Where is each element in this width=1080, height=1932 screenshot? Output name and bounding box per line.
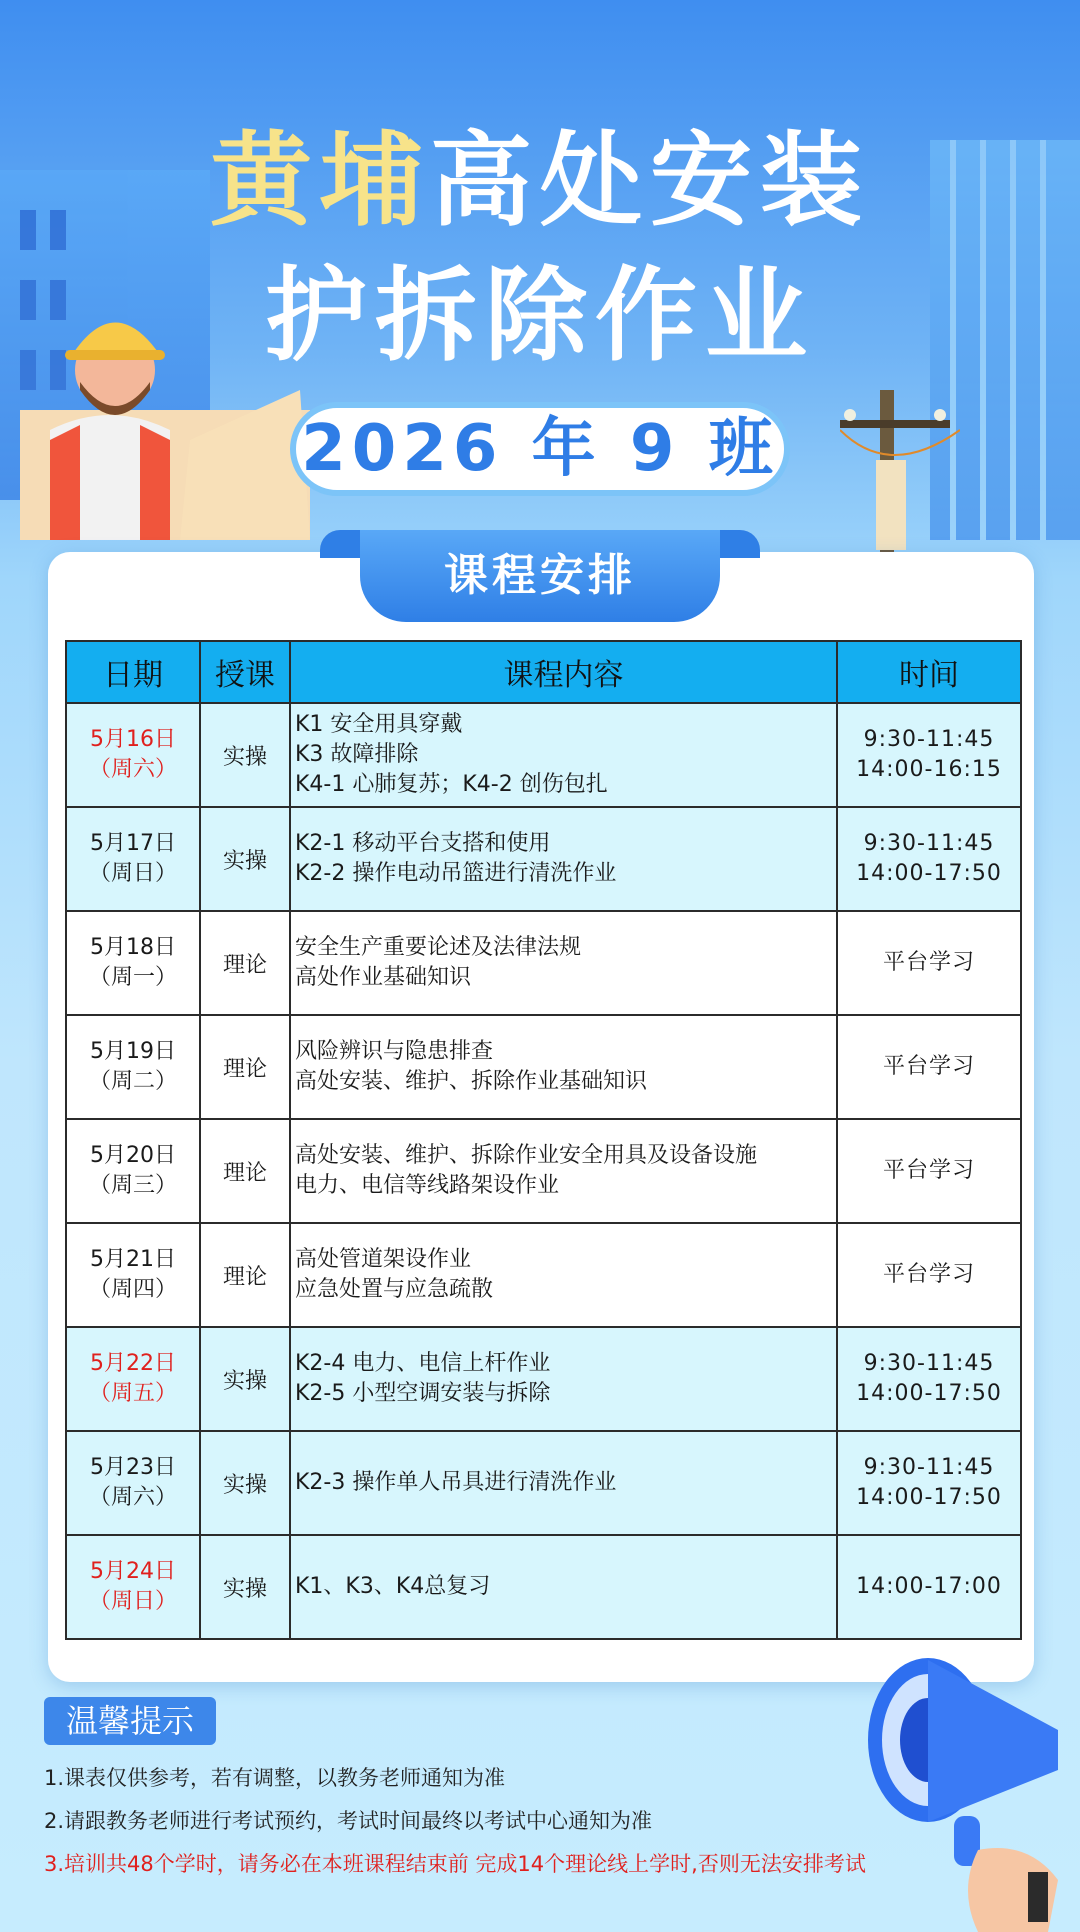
headline-gold-text: 黄埔 — [210, 122, 430, 241]
table-row — [66, 1015, 1021, 1119]
content-cell: 风险辨识与隐患排查 高处安装、维护、拆除作业基础知识 — [290, 1015, 837, 1119]
header-type: 授课 — [200, 641, 290, 703]
type-cell: 理论 — [200, 1015, 290, 1119]
utility-pole-illustration — [840, 390, 960, 560]
content-cell: 安全生产重要论述及法律法规 高处作业基础知识 — [290, 911, 837, 1015]
table-row — [66, 1327, 1021, 1431]
content-cell: 高处管道架设作业 应急处置与应急疏散 — [290, 1223, 837, 1327]
content-cell: K2-4 电力、电信上杆作业 K2-5 小型空调安装与拆除 — [290, 1327, 837, 1431]
header-time: 时间 — [837, 641, 1021, 703]
type-cell: 实操 — [200, 1431, 290, 1535]
schedule-tab-title: 课程安排 — [360, 530, 720, 622]
schedule-table — [65, 640, 1022, 1640]
time-cell: 平台学习 — [837, 1223, 1021, 1327]
content-cell: 高处安装、维护、拆除作业安全用具及设备设施 电力、电信等线路架设作业 — [290, 1119, 837, 1223]
type-cell: 实操 — [200, 703, 290, 807]
headline-line-1 — [0, 100, 1080, 246]
date-cell: 5月20日 （周三） — [66, 1119, 200, 1223]
table-row — [66, 911, 1021, 1015]
tip-item: 1.课表仅供参考，若有调整，以教务老师通知为准 — [44, 1766, 506, 1790]
date-cell: 5月18日 （周一） — [66, 911, 200, 1015]
type-cell: 实操 — [200, 1535, 290, 1639]
type-cell: 理论 — [200, 1119, 290, 1223]
time-cell: 9:30-11:45 14:00-17:50 — [837, 1431, 1021, 1535]
table-row — [66, 1535, 1021, 1639]
table-row — [66, 807, 1021, 911]
date-cell: 5月17日 （周日） — [66, 807, 200, 911]
tab-ear-right — [720, 530, 760, 558]
type-cell: 理论 — [200, 1223, 290, 1327]
headline-white-text: 高处安装 — [430, 122, 870, 241]
header-content: 课程内容 — [290, 641, 837, 703]
date-cell: 5月16日 （周六） — [66, 703, 200, 807]
date-cell: 5月22日 （周五） — [66, 1327, 200, 1431]
type-cell: 实操 — [200, 807, 290, 911]
tip-item: 2.请跟教务老师进行考试预约，考试时间最终以考试中心通知为准 — [44, 1809, 653, 1833]
date-cell: 5月24日 （周日） — [66, 1535, 200, 1639]
date-cell: 5月21日 （周四） — [66, 1223, 200, 1327]
type-cell: 实操 — [200, 1327, 290, 1431]
content-cell: K1、K3、K4总复习 — [290, 1535, 837, 1639]
table-row — [66, 1119, 1021, 1223]
date-cell: 5月19日 （周二） — [66, 1015, 200, 1119]
date-cell: 5月23日 （周六） — [66, 1431, 200, 1535]
content-cell: K2-3 操作单人吊具进行清洗作业 — [290, 1431, 837, 1535]
table-row — [66, 1431, 1021, 1535]
table-row — [66, 703, 1021, 807]
time-cell: 平台学习 — [837, 911, 1021, 1015]
time-cell: 9:30-11:45 14:00-17:50 — [837, 807, 1021, 911]
table-row — [66, 1223, 1021, 1327]
time-cell: 平台学习 — [837, 1015, 1021, 1119]
content-cell: K1 安全用具穿戴 K3 故障排除 K4-1 心肺复苏；K4-2 创伤包扎 — [290, 703, 837, 807]
header-date: 日期 — [66, 641, 200, 703]
tips-label: 温馨提示 — [44, 1697, 216, 1745]
class-badge: 2026 年 9 班 — [290, 402, 790, 496]
time-cell: 9:30-11:45 14:00-16:15 — [837, 703, 1021, 807]
tab-ear-left — [320, 530, 360, 558]
type-cell: 理论 — [200, 911, 290, 1015]
content-cell: K2-1 移动平台支搭和使用 K2-2 操作电动吊篮进行清洗作业 — [290, 807, 837, 911]
time-cell: 14:00-17:00 — [837, 1535, 1021, 1639]
time-cell: 9:30-11:45 14:00-17:50 — [837, 1327, 1021, 1431]
time-cell: 平台学习 — [837, 1119, 1021, 1223]
megaphone-icon — [858, 1640, 1080, 1932]
headline-line-2: 护拆除作业 — [265, 257, 815, 376]
table-header-row — [66, 641, 1021, 703]
tip-item-warning: 3.培训共48个学时，请务必在本班课程结束前 完成14个理论线上学时,否则无法安排考试 — [44, 1852, 866, 1876]
